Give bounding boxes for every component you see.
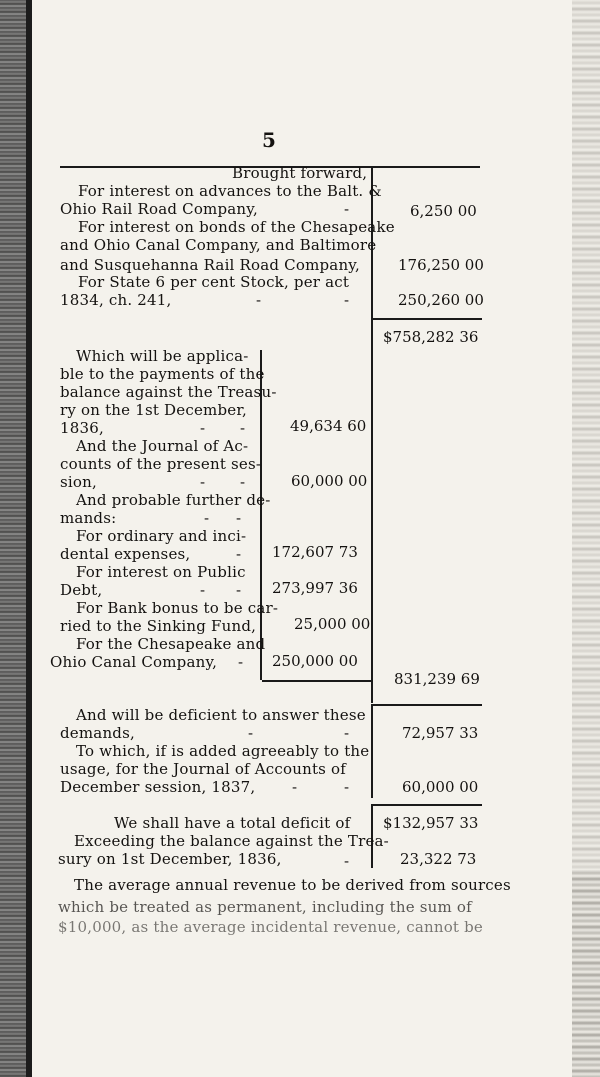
deficit-line-7: Exceeding the balance against the Trea-: [74, 832, 389, 850]
deficit-line-6: We shall have a total deficit of: [114, 814, 351, 832]
mid-line-7: counts of the present ses-: [60, 455, 262, 473]
mid-line-18: Ohio Canal Company,: [50, 653, 218, 671]
inner-sum-rule: [262, 680, 372, 682]
amount-balt-ohio: 6,250 00: [410, 202, 477, 220]
top-line-4: and Ohio Canal Company, and Baltimore: [60, 236, 377, 254]
mid-line-12: dental expenses,: [60, 545, 191, 563]
dot-leader: -: [200, 419, 206, 437]
mid-line-5: 1836,: [60, 419, 104, 437]
dot-leader: -: [236, 509, 242, 527]
mid-line-10: mands:: [60, 509, 117, 527]
top-line-7: 1834, ch. 241,: [60, 291, 172, 309]
mid-line-14: Debt,: [60, 581, 103, 599]
page-edge-lower: [572, 870, 600, 1077]
total-rule-1: [372, 318, 482, 320]
amount-journal-1837: 60,000 00: [402, 778, 479, 796]
mid-line-9: And probable further de-: [76, 491, 271, 509]
dot-leader: -: [344, 852, 350, 870]
book-binding-edge: [0, 0, 26, 1077]
deficit-line-3: To which, if is added agreeably to the: [76, 742, 370, 760]
sum-mid: 831,239 69: [394, 670, 480, 688]
sum-rule: [372, 704, 482, 706]
amount-deficient: 72,957 33: [402, 724, 479, 742]
amount-canal: 250,000 00: [272, 652, 358, 670]
amount-journal: 60,000 00: [291, 472, 368, 490]
top-line-6: For State 6 per cent Stock, per act: [78, 273, 350, 291]
dot-leader: -: [248, 724, 254, 742]
brought-forward: Brought forward,: [232, 164, 368, 182]
dot-leader: -: [344, 724, 350, 742]
mid-line-1: Which will be applica-: [76, 347, 249, 365]
dot-leader: -: [344, 200, 350, 218]
deficit-line-1: And will be deficient to answer these: [76, 706, 366, 724]
dot-leader: -: [240, 419, 246, 437]
footer-line-2: which be treated as permanent, including the sum of: [58, 898, 472, 916]
dot-leader: -: [344, 778, 350, 796]
mid-line-4: ry on the 1st December,: [60, 401, 248, 419]
amount-exceeding: 23,322 73: [400, 850, 477, 868]
top-line-2: Ohio Rail Road Company,: [60, 200, 258, 218]
deficit-line-2: demands,: [60, 724, 135, 742]
amount-total-deficit: $132,957 33: [383, 814, 479, 832]
mid-line-3: balance against the Treasu-: [60, 383, 277, 401]
amount-balance-1836: 49,634 60: [290, 417, 367, 435]
footer-line-1: The average annual revenue to be derived from sources: [74, 876, 511, 894]
dot-leader: -: [292, 778, 298, 796]
dot-leader: -: [240, 473, 246, 491]
mid-line-2: ble to the payments of the: [60, 365, 265, 383]
binding-shadow: [26, 0, 32, 1077]
amount-incidental: 172,607 73: [272, 543, 358, 561]
top-line-5: and Susquehanna Rail Road Company,: [60, 256, 360, 274]
mid-line-6: And the Journal of Ac-: [76, 437, 249, 455]
deficit-rule: [372, 804, 482, 806]
dot-leader: -: [200, 581, 206, 599]
deficit-line-8: sury on 1st December, 1836,: [58, 850, 282, 868]
amount-sinking-fund: 25,000 00: [294, 615, 371, 633]
amount-state-stock: 250,260 00: [398, 291, 484, 309]
mid-line-17: For the Chesapeake and: [76, 635, 266, 653]
dot-leader: -: [344, 291, 350, 309]
page-number: 5: [262, 128, 276, 152]
deficit-line-5: December session, 1837,: [60, 778, 256, 796]
mid-line-8: sion,: [60, 473, 97, 491]
top-line-1: For interest on advances to the Balt. &: [78, 182, 382, 200]
dot-leader: -: [256, 291, 262, 309]
dot-leader: -: [200, 473, 206, 491]
dot-leader: -: [204, 509, 210, 527]
mid-line-11: For ordinary and inci-: [76, 527, 247, 545]
mid-line-16: ried to the Sinking Fund,: [60, 617, 257, 635]
top-line-3: For interest on bonds of the Chesapeake: [78, 218, 395, 236]
deficit-line-4: usage, for the Journal of Accounts of: [60, 760, 347, 778]
mid-line-15: For Bank bonus to be car-: [76, 599, 279, 617]
amount-public-debt: 273,997 36: [272, 579, 358, 597]
amount-column-rule-mid: [371, 318, 373, 703]
footer-line-3: $10,000, as the average incidental revenue, cannot be: [58, 918, 483, 936]
amount-column-rule-low: [371, 704, 373, 798]
amount-chesapeake-bonds: 176,250 00: [398, 256, 484, 274]
mid-line-13: For interest on Public: [76, 563, 246, 581]
dot-leader: -: [238, 653, 244, 671]
dot-leader: -: [236, 581, 242, 599]
dot-leader: -: [236, 545, 242, 563]
total-top: $758,282 36: [383, 328, 479, 346]
